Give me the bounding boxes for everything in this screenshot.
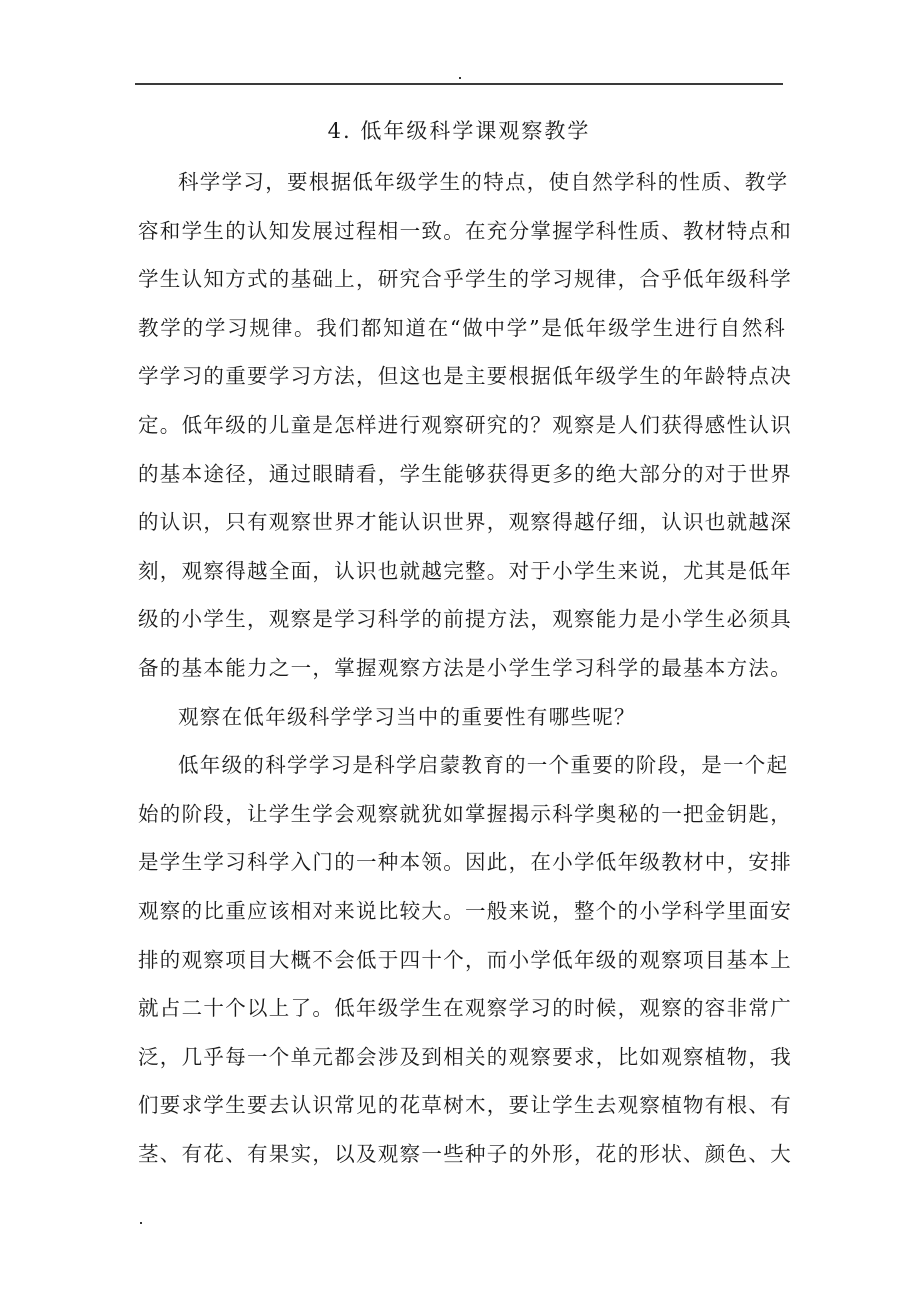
text-line: 教学的学习规律。我们都知道在“做中学”是低年级学生进行自然科 bbox=[138, 315, 786, 340]
text-line: 是学生学习科学入门的一种本领。因此，在小学低年级教材中，安排 bbox=[138, 850, 792, 875]
text-line: 容和学生的认知发展过程相一致。在充分掌握学科性质、教材特点和 bbox=[138, 218, 792, 243]
text-line: 观察在低年级科学学习当中的重要性有哪些呢？ bbox=[178, 704, 636, 729]
header-marker-dot bbox=[459, 77, 461, 79]
text-line: 排的观察项目大概不会低于四十个，而小学低年级的观察项目基本上 bbox=[138, 947, 792, 972]
text-line: 的认识，只有观察世界才能认识世界，观察得越仔细，认识也就越深 bbox=[138, 510, 792, 535]
section-title: 4. 低年级科学课观察教学 bbox=[327, 119, 591, 143]
text-line: 级的小学生，观察是学习科学的前提方法，观察能力是小学生必须具 bbox=[138, 607, 792, 632]
text-line: 学学习的重要学习方法，但这也是主要根据低年级学生的年龄特点决 bbox=[138, 364, 792, 389]
document-body bbox=[138, 164, 792, 1184]
text-line: 泛，几乎每一个单元都会涉及到相关的观察要求，比如观察植物，我 bbox=[138, 1044, 792, 1069]
text-line: 定。低年级的儿童是怎样进行观察研究的？观察是人们获得感性认识 bbox=[138, 412, 792, 437]
text-line: 茎、有花、有果实，以及观察一些种子的外形，花的形状、颜色、大 bbox=[138, 1141, 792, 1166]
footer-marker-dot bbox=[140, 1222, 142, 1224]
text-line: 们要求学生要去认识常见的花草树木，要让学生去观察植物有根、有 bbox=[138, 1093, 792, 1118]
text-line: 学生认知方式的基础上，研究合乎学生的学习规律，合乎低年级科学 bbox=[138, 267, 792, 292]
header-divider-line bbox=[135, 83, 783, 85]
text-line: 的基本途径，通过眼睛看，学生能够获得更多的绝大部分的对于世界 bbox=[138, 461, 792, 486]
text-line: 备的基本能力之一，掌握观察方法是小学生学习科学的最基本方法。 bbox=[138, 655, 792, 680]
text-line: 就占二十个以上了。低年级学生在观察学习的时候，观察的容非常广 bbox=[138, 996, 792, 1021]
text-line: 刻，观察得越全面，认识也就越完整。对于小学生来说，尤其是低年 bbox=[138, 558, 792, 583]
text-line: 科学学习，要根据低年级学生的特点，使自然学科的性质、教学 bbox=[178, 170, 789, 194]
text-line: 低年级的科学学习是科学启蒙教育的一个重要的阶段，是一个起 bbox=[178, 753, 789, 778]
text-line: 始的阶段，让学生学会观察就犹如掌握揭示科学奥秘的一把金钥匙， bbox=[138, 801, 792, 826]
text-line: 观察的比重应该相对来说比较大。一般来说，整个的小学科学里面安 bbox=[138, 898, 792, 923]
